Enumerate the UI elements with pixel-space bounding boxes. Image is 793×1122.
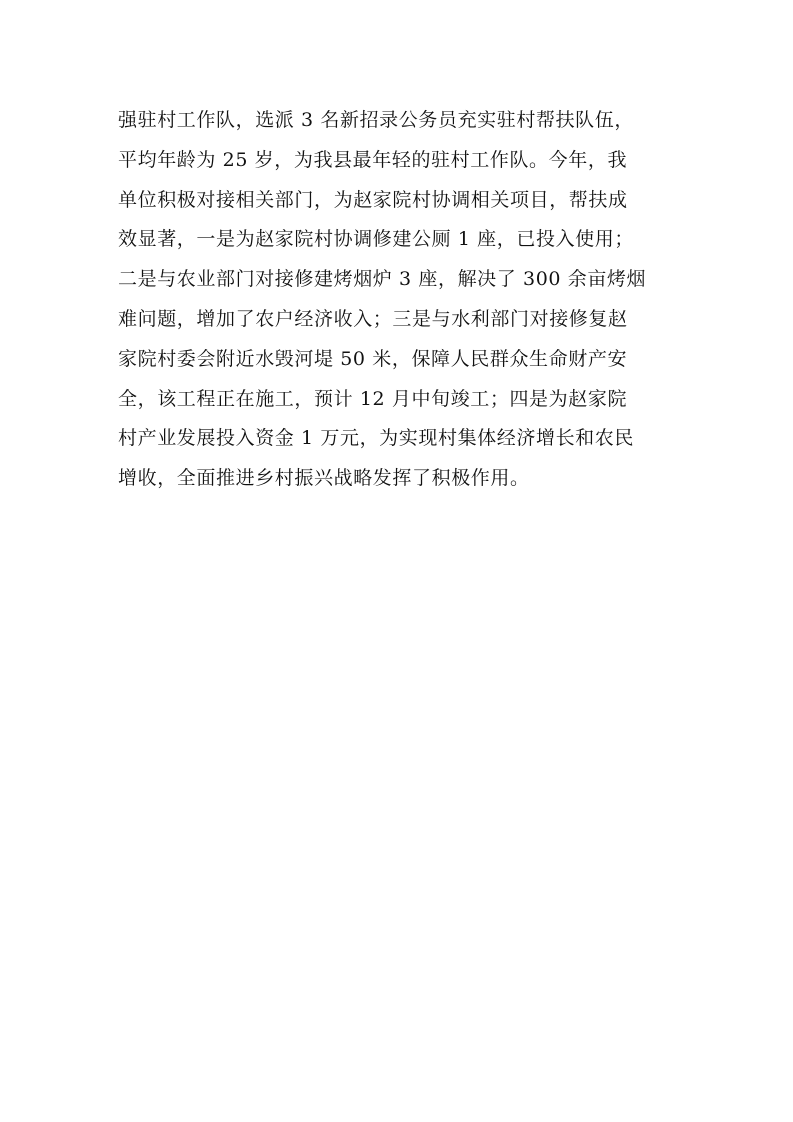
paragraph-line-2: 平均年龄为 25 岁，为我县最年轻的驻村工作队。今年，我 [118,148,628,171]
paragraph-line-6: 难问题，增加了农户经济收入；三是与水利部门对接修复赵 [118,307,628,330]
body-paragraph [118,101,678,499]
paragraph-line-10: 增收，全面推进乡村振兴战略发挥了积极作用。 [118,467,530,490]
paragraph-line-8: 全，该工程正在施工，预计 12 月中旬竣工；四是为赵家院 [118,387,628,410]
paragraph-line-7: 家院村委会附近水毁河堤 50 米，保障人民群众生命财产安 [118,347,628,370]
paragraph-line-4: 效显著，一是为赵家院村协调修建公厕 1 座，已投入使用； [118,228,634,251]
paragraph-line-3: 单位积极对接相关部门，为赵家院村协调相关项目，帮扶成 [118,188,628,211]
paragraph-line-9: 村产业发展投入资金 1 万元，为实现村集体经济增长和农民 [118,427,634,450]
paragraph-line-5: 二是与农业部门对接修建烤烟炉 3 座，解决了 300 余亩烤烟 [118,268,647,291]
paragraph-line-1: 强驻村工作队，选派 3 名新招录公务员充实驻村帮扶队伍， [118,109,634,131]
